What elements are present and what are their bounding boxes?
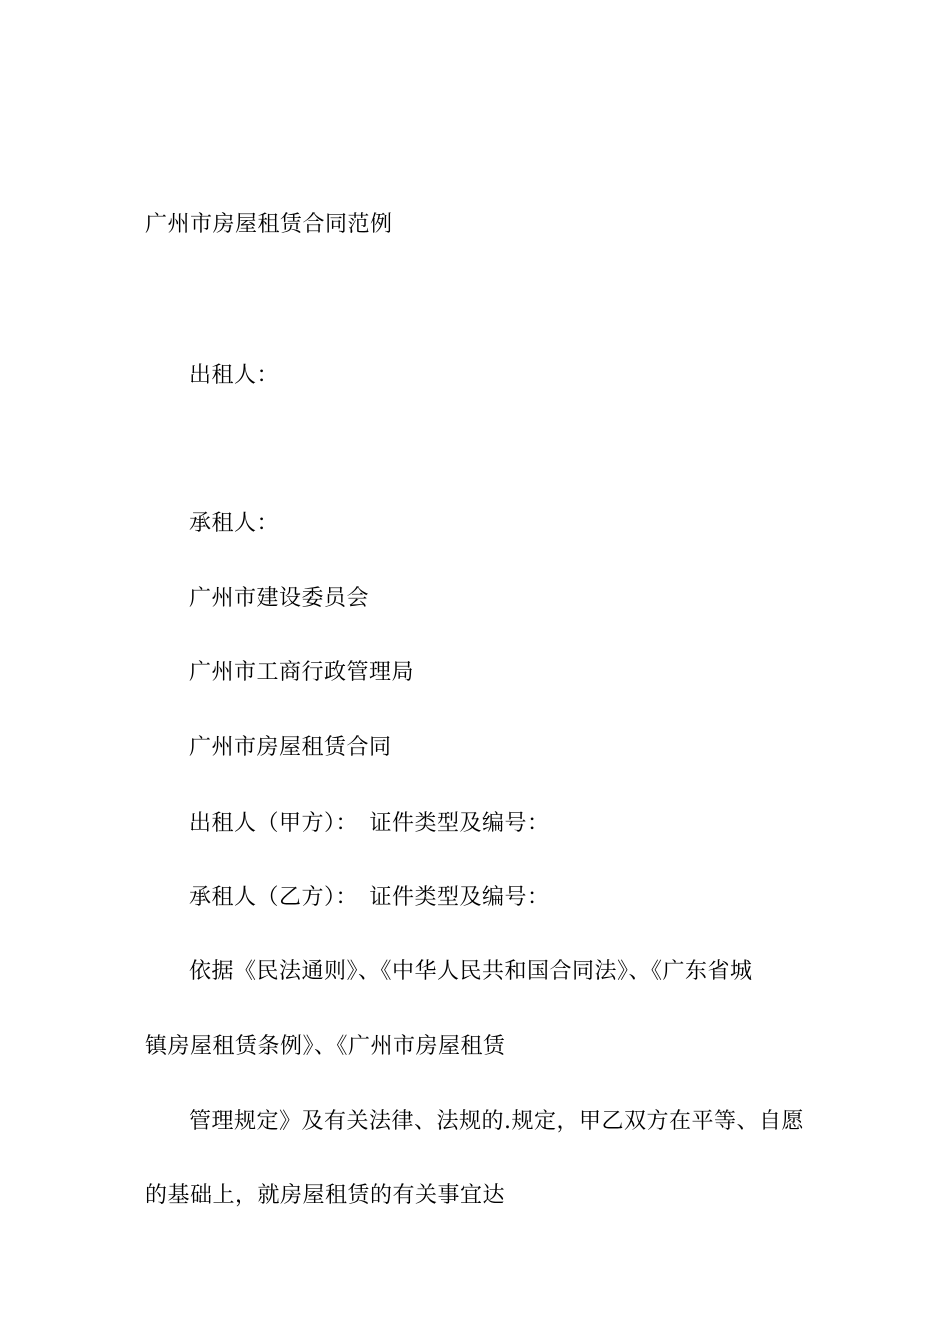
issuer-industry-commerce-bureau: 广州市工商行政管理局 xyxy=(189,660,415,685)
document-title: 广州市房屋租赁合同范例 xyxy=(145,212,393,237)
lessor-label: 出租人： xyxy=(189,363,280,388)
paragraph-1-line-1: 依据《民法通则》、《中华人民共和国合同法》、《广东省城 xyxy=(189,959,753,984)
lessee-label: 承租人： xyxy=(189,511,280,536)
party-b-line: 承租人（乙方）： 证件类型及编号： xyxy=(189,885,550,910)
party-a-line: 出租人（甲方）： 证件类型及编号： xyxy=(189,811,550,836)
paragraph-2-line-1: 管理规定》及有关法律、法规的.规定，甲乙双方在平等、自愿 xyxy=(189,1109,804,1134)
issuer-construction-committee: 广州市建设委员会 xyxy=(189,586,370,611)
paragraph-1-line-2: 镇房屋租赁条例》、《广州市房屋租赁 xyxy=(145,1034,506,1059)
contract-title: 广州市房屋租赁合同 xyxy=(189,735,392,760)
paragraph-2-line-2: 的基础上，就房屋租赁的有关事宜达 xyxy=(145,1183,506,1208)
